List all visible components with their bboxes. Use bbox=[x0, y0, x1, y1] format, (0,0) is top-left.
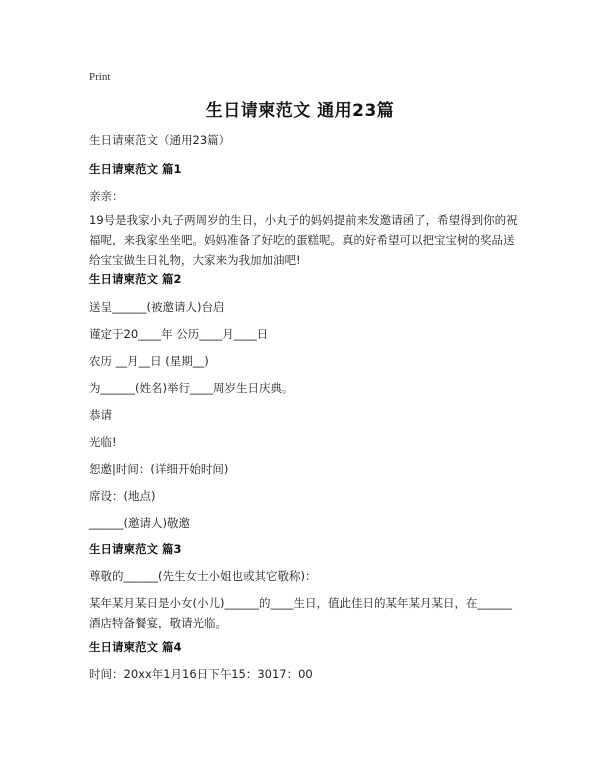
section-heading-2: 生日请柬范文 篇2 bbox=[89, 272, 182, 286]
page-title: 生日请柬范文 通用23篇 bbox=[205, 101, 395, 121]
section-2-line-4: 为______(姓名)举行____周岁生日庆典。 bbox=[89, 381, 294, 395]
section-1-body: 19号是我家小丸子两周岁的生日，小丸子的妈妈提前来发邀请函了，希望得到你的祝福呢，来我家坐坐吧。妈妈准备了好吃的蛋糕呢。真的好希望可以把宝宝树的奖品送给宝宝做生日礼物，大家来为我加加油吧! bbox=[89, 213, 518, 267]
document-subtitle: 生日请柬范文（通用23篇） bbox=[89, 133, 231, 147]
section-2-line-6: 光临! bbox=[89, 435, 117, 449]
section-2-line-9: ______(邀请人)敬邀 bbox=[89, 516, 190, 530]
section-heading-4: 生日请柬范文 篇4 bbox=[89, 640, 182, 654]
section-heading-3: 生日请柬范文 篇3 bbox=[89, 542, 182, 556]
print-link[interactable]: Print bbox=[89, 71, 111, 83]
section-1-greeting: 亲亲： bbox=[89, 189, 124, 203]
section-2-line-2: 谨定于20____年 公历____月____日 bbox=[89, 327, 269, 341]
section-2-line-7: 恕邀|时间：(详细开始时间) bbox=[89, 462, 229, 476]
section-2-line-5: 恭请 bbox=[89, 408, 112, 422]
section-2-line-8: 席设：(地点) bbox=[89, 489, 156, 503]
section-4-line-1: 时间：20xx年1月16日下午15：3017：00 bbox=[89, 667, 313, 681]
section-2-line-1: 送呈______(被邀请人)台启 bbox=[89, 300, 225, 314]
section-3-line-1: 尊敬的______(先生女士小姐也或其它敬称)： bbox=[89, 569, 317, 583]
section-3-body: 某年某月某日是小女(小儿)______的____生日，值此佳日的某年某月某日，在______酒店特备餐宴，敬请光临。 bbox=[89, 596, 512, 630]
section-heading-1: 生日请柬范文 篇1 bbox=[89, 162, 182, 176]
section-2-line-3: 农历 __月__日 (星期__) bbox=[89, 354, 209, 368]
